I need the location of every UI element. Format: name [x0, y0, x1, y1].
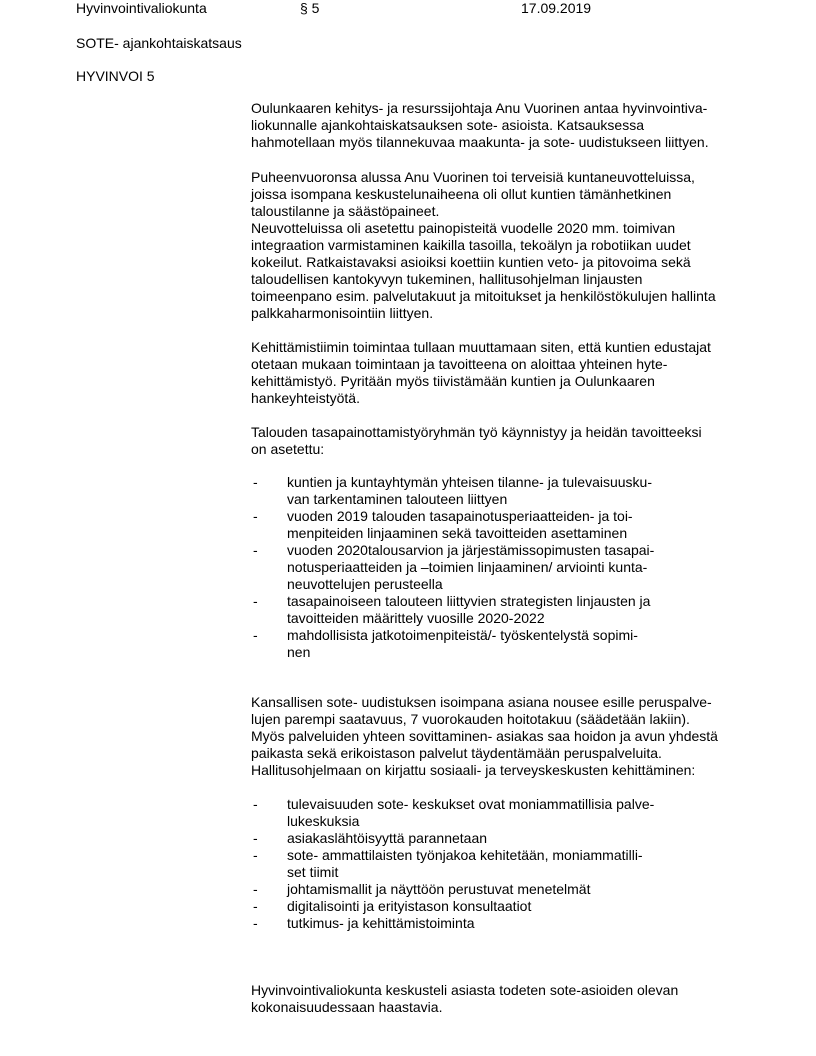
text-line: notusperiaatteiden ja –toimien linjaaminen/ arviointi kunta-: [287, 559, 648, 575]
text-line: hahmotellaan myös tilannekuvaa maakunta- ja sote- uudistukseen liittyen.: [251, 134, 709, 150]
text-line: Hyvinvointivaliokunta keskusteli asiasta todeten sote-asioiden olevan: [251, 982, 679, 998]
list-marker: -: [253, 627, 258, 643]
list-item: [251, 796, 771, 830]
text-line: asiakaslähtöisyyttä parannetaan: [287, 830, 488, 846]
text-line: paikasta sekä erikoistason palvelut täydentämään peruspalveluita.: [251, 745, 662, 761]
list-item: [251, 847, 771, 881]
text-line: Oulunkaaren kehitys- ja resurssijohtaja Anu Vuorinen antaa hyvinvointiva-: [251, 100, 708, 116]
list-item: [251, 474, 771, 508]
list-marker: -: [253, 881, 258, 897]
list-item: [251, 593, 771, 627]
text-line: digitalisointi ja erityistason konsultaatiot: [287, 898, 532, 914]
text-line: kuntien ja kuntayhtymän yhteisen tilanne- ja tulevaisuusku-: [287, 474, 652, 490]
text-line: Puheenvuoronsa alussa Anu Vuorinen toi terveisiä kuntaneuvotteluissa,: [251, 169, 695, 185]
list-item: [251, 915, 771, 932]
text-line: Talouden tasapainottamistyöryhmän työ käynnistyy ja heidän tavoitteeksi: [251, 424, 702, 440]
text-line: nen: [287, 644, 311, 660]
reform-list: [251, 796, 771, 932]
list-marker: -: [253, 593, 258, 609]
text-line: vuoden 2019 talouden tasapainotusperiaatteiden- ja toi-: [287, 508, 633, 524]
text-line: sote- ammattilaisten työnjakoa kehitetään, moniammatilli-: [287, 847, 643, 863]
text-line: Neuvotteluissa oli asetettu painopisteitä vuodelle 2020 mm. toimivan: [251, 220, 676, 236]
list-item: [251, 898, 771, 915]
text-line: johtamismallit ja näyttöön perustuvat menetelmät: [287, 881, 591, 897]
text-line: vuoden 2020talousarvion ja järjestämissopimusten tasapai-: [287, 542, 655, 558]
list-item: [251, 627, 771, 661]
list-item: [251, 830, 771, 847]
list-marker: -: [253, 915, 258, 931]
text-line: Kansallisen sote- uudistuksen isoimpana asiana nousee esille peruspalve-: [251, 694, 712, 710]
header-section: § 5: [300, 0, 320, 16]
list-marker: -: [253, 542, 258, 558]
text-line: set tiimit: [287, 864, 339, 880]
text-line: tasapainoiseen talouteen liittyvien strategisten linjausten ja: [287, 593, 651, 609]
text-line: joissa isompana keskustelunaiheena oli ollut kuntien tämänhetkinen: [251, 186, 672, 202]
goals-list: [251, 474, 771, 661]
text-line: mahdollisista jatkotoimenpiteistä/- työskentelystä sopimi-: [287, 627, 638, 643]
list-marker: -: [253, 508, 258, 524]
list-marker: -: [253, 847, 258, 863]
list-marker: -: [253, 830, 258, 846]
text-line: menpiteiden linjaaminen sekä tavoitteiden asettaminen: [287, 525, 628, 541]
text-line: neuvottelujen perusteella: [287, 576, 443, 592]
list-marker: -: [253, 474, 258, 490]
text-line: toimeenpano esim. palvelutakuut ja mitoitukset ja henkilöstökulujen hallinta: [251, 288, 716, 304]
paragraph-5: [251, 694, 771, 779]
paragraph-1: [251, 100, 771, 151]
document-reference: HYVINVOI 5: [76, 68, 155, 84]
paragraph-4: [251, 424, 771, 458]
text-line: tulevaisuuden sote- keskukset ovat moniammatillisia palve-: [287, 796, 655, 812]
paragraph-2: [251, 169, 771, 322]
text-line: Hallitusohjelmaan on kirjattu sosiaali- ja terveyskeskusten kehittäminen:: [251, 762, 696, 778]
conclusion: [251, 982, 771, 1016]
list-marker: -: [253, 796, 258, 812]
text-line: integraation varmistaminen kaikilla tasoilla, tekoälyn ja robotiikan uudet: [251, 237, 691, 253]
text-line: Kehittämistiimin toimintaa tullaan muuttamaan siten, että kuntien edustajat: [251, 339, 711, 355]
text-line: hankeyhteistyötä.: [251, 390, 360, 406]
text-line: taloudellisen kantokyvyn tukeminen, hallitusohjelman linjausten: [251, 271, 643, 287]
document-subject: SOTE- ajankohtaiskatsaus: [76, 35, 242, 51]
list-marker: -: [253, 898, 258, 914]
text-line: lukeskuksia: [287, 813, 360, 829]
text-line: lujen parempi saatavuus, 7 vuorokauden hoitotakuu (säädetään lakiin).: [251, 711, 690, 727]
text-line: kehittämistyö. Pyritään myös tiivistämään kuntien ja Oulunkaaren: [251, 373, 655, 389]
text-line: van tarkentaminen talouteen liittyen: [287, 491, 508, 507]
text-line: kokonaisuudessaan haastavia.: [251, 999, 443, 1015]
text-line: kokeilut. Ratkaistavaksi asioiksi koettiin kuntien veto- ja pitovoima sekä: [251, 254, 691, 270]
list-item: [251, 542, 771, 593]
paragraph-3: [251, 339, 771, 407]
list-item: [251, 508, 771, 542]
text-line: palkkaharmonisointiin liittyen.: [251, 305, 434, 321]
text-line: otetaan mukaan toimintaan ja tavoitteena on aloittaa yhteinen hyte-: [251, 356, 668, 372]
list-item: [251, 881, 771, 898]
text-line: liokunnalle ajankohtaiskatsauksen sote- asioista. Katsauksessa: [251, 117, 645, 133]
text-line: on asetettu:: [251, 441, 325, 457]
text-line: Myös palveluiden yhteen sovittaminen- asiakas saa hoidon ja avun yhdestä: [251, 728, 718, 744]
header-date: 17.09.2019: [521, 0, 592, 16]
text-line: tutkimus- ja kehittämistoiminta: [287, 915, 475, 931]
text-line: tavoitteiden määrittely vuosille 2020-2022: [287, 610, 545, 626]
text-line: taloustilanne ja säästöpaineet.: [251, 203, 440, 219]
header-organization: Hyvinvointivaliokunta: [76, 0, 207, 16]
